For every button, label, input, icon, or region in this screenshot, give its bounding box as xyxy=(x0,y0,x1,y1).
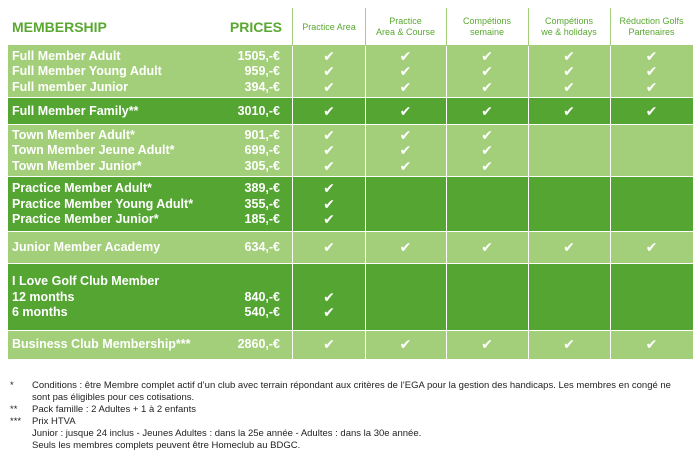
membership-name: Full Member Family** xyxy=(12,103,139,118)
check-icon: ✔ xyxy=(323,211,335,228)
check-icon: ✔ xyxy=(323,288,335,305)
check-icon: ✔ xyxy=(323,78,335,95)
check-icon: ✔ xyxy=(481,336,493,353)
membership-price: 2860,-€ xyxy=(237,337,280,352)
membership-prices xyxy=(208,128,280,175)
membership-name: Full member Junior xyxy=(12,79,128,94)
membership-name: 6 months xyxy=(12,305,68,320)
membership-name: Practice Member Young Adult* xyxy=(12,196,194,211)
membership-price: 699,-€ xyxy=(244,143,280,158)
check-icon: ✔ xyxy=(399,126,412,143)
membership-name: Practice Member Junior* xyxy=(12,212,159,227)
check-icon: ✔ xyxy=(481,142,493,159)
check-icon: ✔ xyxy=(563,63,575,80)
header-column-separator xyxy=(292,8,293,46)
column-separator xyxy=(446,8,447,359)
check-icon: ✔ xyxy=(399,157,412,174)
column-separator xyxy=(528,8,529,359)
check-icon: ✔ xyxy=(399,239,412,256)
check-icon: ✔ xyxy=(399,142,412,159)
check-icon: ✔ xyxy=(481,63,493,80)
check-icon: ✔ xyxy=(323,47,335,64)
membership-prices xyxy=(208,104,280,120)
membership-names xyxy=(12,181,193,228)
membership-price: 305,-€ xyxy=(244,158,280,173)
check-icon: ✔ xyxy=(563,78,575,95)
check-icon: ✔ xyxy=(323,142,335,159)
membership-prices xyxy=(208,337,280,353)
membership-price: 840,-€ xyxy=(244,289,280,304)
footnote-mark: ** xyxy=(10,404,18,415)
membership-price: 185,-€ xyxy=(244,212,280,227)
check-icon: ✔ xyxy=(563,47,575,64)
check-icon: ✔ xyxy=(481,78,493,95)
check-icon: ✔ xyxy=(481,126,493,143)
footnote-mark: * xyxy=(10,380,14,391)
check-icon: ✔ xyxy=(481,102,493,119)
footnote xyxy=(10,404,690,416)
check-icon: ✔ xyxy=(563,239,575,256)
check-icon: ✔ xyxy=(399,102,412,119)
membership-price xyxy=(208,274,280,290)
membership-names xyxy=(12,49,162,96)
check-icon: ✔ xyxy=(323,63,335,80)
membership-name: Business Club Membership*** xyxy=(12,337,191,352)
check-icon: ✔ xyxy=(323,195,335,212)
check-icon: ✔ xyxy=(399,63,412,80)
header-column-5: Réduction Golfs Partenaires xyxy=(619,16,684,37)
check-icon: ✔ xyxy=(323,102,335,119)
check-icon: ✔ xyxy=(323,239,335,256)
header-column-separator xyxy=(365,8,366,46)
check-icon: ✔ xyxy=(399,336,412,353)
membership-names xyxy=(12,104,138,120)
check-icon: ✔ xyxy=(323,157,335,174)
membership-name: Full Member Young Adult xyxy=(12,64,162,79)
check-icon: ✔ xyxy=(481,157,493,174)
footnote xyxy=(10,380,690,404)
membership-price: 959,-€ xyxy=(244,64,280,79)
membership-prices xyxy=(208,240,280,256)
membership-name: Town Member Adult* xyxy=(12,127,135,142)
check-icon: ✔ xyxy=(323,126,335,143)
check-icon: ✔ xyxy=(645,78,658,95)
check-icon: ✔ xyxy=(481,47,493,64)
check-icon: ✔ xyxy=(323,336,335,353)
check-icon: ✔ xyxy=(645,63,658,80)
membership-names xyxy=(12,128,175,175)
footnote xyxy=(10,440,690,452)
membership-prices xyxy=(208,274,280,321)
header-column-2: Practice Area & Course xyxy=(375,16,436,37)
membership-prices xyxy=(208,181,280,228)
check-icon: ✔ xyxy=(323,304,335,321)
footnote-text: Pack famille : 2 Adultes + 1 à 2 enfants xyxy=(32,404,196,415)
membership-price: 389,-€ xyxy=(244,181,280,196)
membership-price: 1505,-€ xyxy=(237,48,280,63)
membership-prices xyxy=(208,49,280,96)
membership-price: 394,-€ xyxy=(244,79,280,94)
column-separator xyxy=(610,8,611,359)
footnote xyxy=(10,428,690,440)
header-column-separator xyxy=(528,8,529,46)
membership-name: Practice Member Adult* xyxy=(12,181,152,196)
membership-name: I Love Golf Club Member xyxy=(12,274,160,289)
check-icon: ✔ xyxy=(399,47,412,64)
membership-price: 3010,-€ xyxy=(237,103,280,118)
check-icon: ✔ xyxy=(481,239,493,256)
check-icon: ✔ xyxy=(645,336,658,353)
header-column-4: Compétions we & holidays xyxy=(541,16,597,37)
footnote xyxy=(10,416,690,428)
membership-price: 355,-€ xyxy=(244,196,280,211)
check-icon: ✔ xyxy=(563,102,575,119)
membership-name: 12 months xyxy=(12,289,75,304)
check-icon: ✔ xyxy=(645,102,658,119)
membership-name: Town Member Junior* xyxy=(12,158,142,173)
column-separator xyxy=(365,8,366,359)
header-column-separator xyxy=(446,8,447,46)
footnotes xyxy=(10,380,690,452)
membership-price: 634,-€ xyxy=(244,240,280,255)
membership-price-table xyxy=(8,8,693,376)
check-icon: ✔ xyxy=(645,239,658,256)
footnote-text: Conditions : être Membre complet actif d’un club avec terrain répondant aux critères de l’EGA pour la gestion des handicaps. Les membres en congé ne sont pas éligibles pour ces cotisations. xyxy=(32,380,671,403)
check-icon: ✔ xyxy=(399,78,412,95)
check-icon: ✔ xyxy=(645,47,658,64)
footnote-text: Junior : jusque 24 inclus - Jeunes Adultes : dans la 25e année - Adultes : dans la 30e année. xyxy=(32,428,422,439)
membership-name: Junior Member Academy xyxy=(12,240,161,255)
check-icon: ✔ xyxy=(563,336,575,353)
membership-names xyxy=(12,240,160,256)
header-column-3: Compétions semaine xyxy=(462,16,512,37)
header-column-1: Practice Area xyxy=(302,21,356,32)
membership-price: 901,-€ xyxy=(244,127,280,142)
header-prices: PRICES xyxy=(229,19,282,35)
membership-names xyxy=(12,337,191,353)
column-separator xyxy=(292,8,293,359)
footnote-text: Prix HTVA xyxy=(32,416,76,427)
footnote-mark xyxy=(10,440,32,452)
membership-name: Town Member Jeune Adult* xyxy=(12,143,175,158)
footnote-mark: *** xyxy=(10,416,22,427)
footnote-text: Seuls les membres complets peuvent être Homeclub au BDGC. xyxy=(32,440,301,451)
check-icon: ✔ xyxy=(323,180,335,197)
membership-name: Full Member Adult xyxy=(12,48,121,63)
membership-price: 540,-€ xyxy=(244,305,280,320)
header-membership: MEMBERSHIP xyxy=(12,19,107,35)
footnote-mark xyxy=(10,428,32,440)
membership-names xyxy=(12,274,159,321)
header-column-separator xyxy=(610,8,611,46)
